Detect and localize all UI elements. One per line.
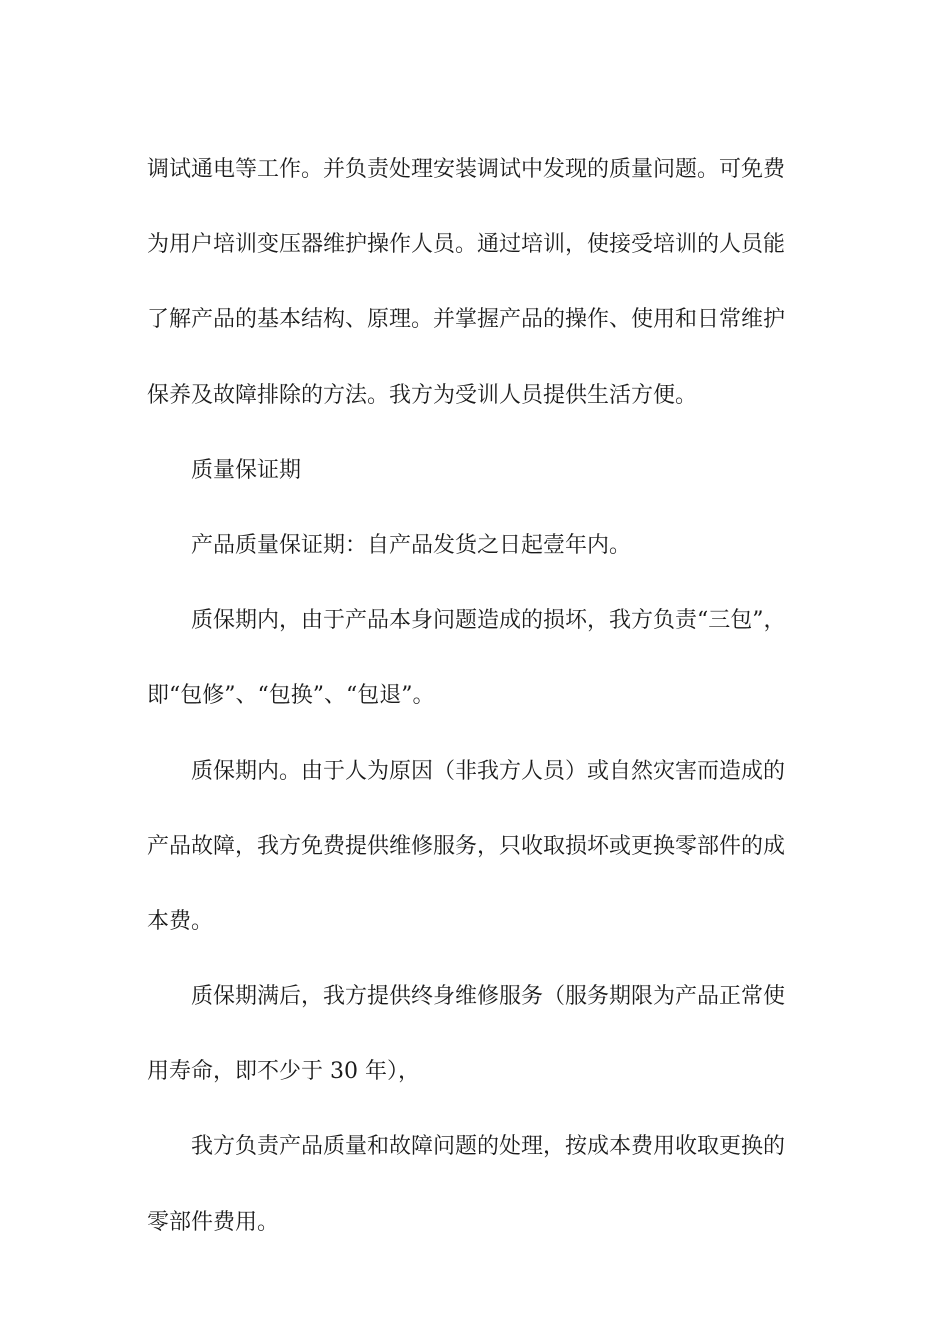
text-line: 质保期满后，我方提供终身维修服务（服务期限为产品正常使 <box>191 984 786 1010</box>
text-line: 了解产品的基本结构、原理。并掌握产品的操作、使用和日常维护 <box>147 307 786 333</box>
section-heading: 质量保证期 <box>191 457 302 483</box>
text-line: 为用户培训变压器维护操作人员。通过培训，使接受培训的人员能 <box>147 232 786 258</box>
text-line: 即“包修”、“包换”、“包退”。 <box>147 683 435 709</box>
text-line: 零部件费用。 <box>147 1209 280 1235</box>
document-body <box>147 132 837 1260</box>
text-line: 保养及故障排除的方法。我方为受训人员提供生活方便。 <box>147 382 698 408</box>
text-line: 质保期内，由于产品本身问题造成的损坏，我方负责“三包”， <box>191 608 786 634</box>
text-line: 我方负责产品质量和故障问题的处理，按成本费用收取更换的 <box>191 1134 786 1160</box>
text-line: 调试通电等工作。并负责处理安装调试中发现的质量问题。可免费 <box>147 157 786 182</box>
text-line: 产品质量保证期：自产品发货之日起壹年内。 <box>191 532 632 558</box>
text-line: 产品故障，我方免费提供维修服务，只收取损坏或更换零部件的成 <box>147 833 786 859</box>
text-line: 本费。 <box>147 908 214 934</box>
text-line: 质保期内。由于人为原因（非我方人员）或自然灾害而造成的 <box>191 758 786 784</box>
text-line: 用寿命，即不少于 30 年）， <box>147 1059 420 1085</box>
